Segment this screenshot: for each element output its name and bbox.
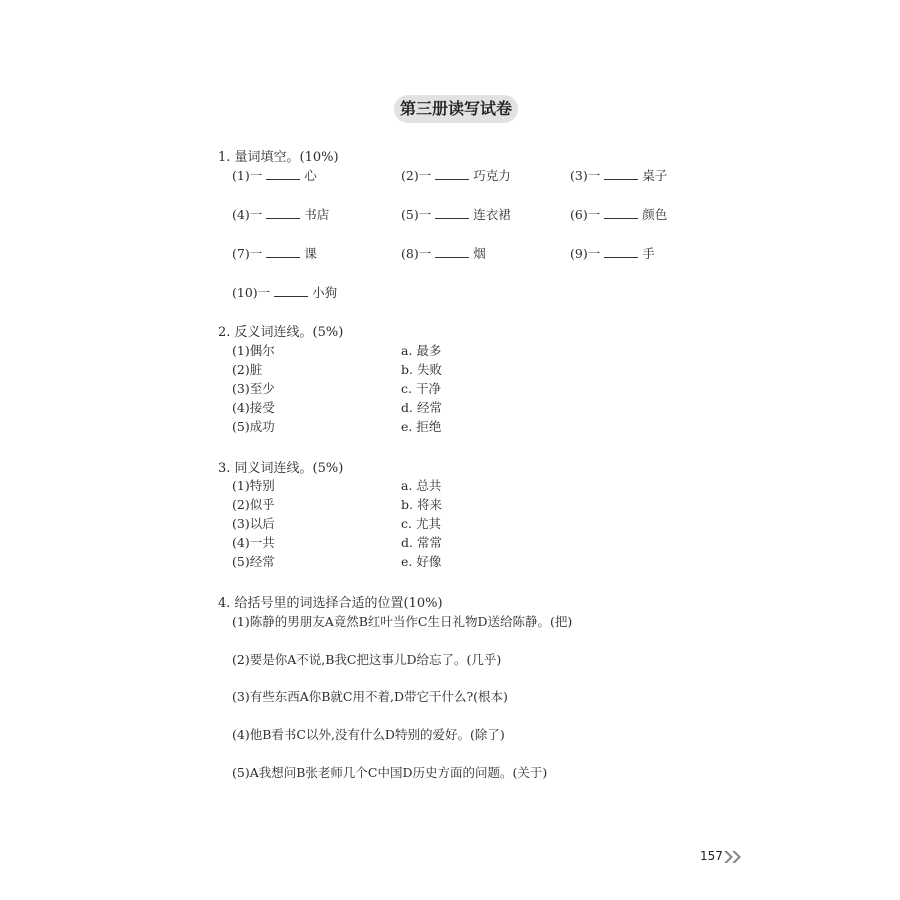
page-title: 第三册读写试卷	[394, 95, 518, 123]
synonym-right-item: e. 好像	[401, 554, 442, 569]
section2-heading: 2. 反义词连线。(5%)	[218, 325, 344, 340]
item-word: 连衣裙	[473, 207, 511, 222]
antonym-left-item: (2)脏	[232, 362, 263, 377]
antonym-left-item: (5)成功	[232, 419, 275, 434]
answer-blank[interactable]	[266, 167, 300, 180]
answer-blank[interactable]	[435, 206, 469, 219]
answer-blank[interactable]	[435, 167, 469, 180]
placement-question: (2)要是你A不说,B我C把这事儿D给忘了。(几乎)	[232, 652, 502, 667]
answer-blank[interactable]	[266, 206, 300, 219]
item-word: 课	[304, 246, 317, 261]
item-number: (5)一	[401, 207, 432, 222]
item-word: 心	[304, 168, 317, 183]
antonym-right-item: d. 经常	[401, 400, 442, 415]
item-word: 巧克力	[473, 168, 511, 183]
item-word: 小狗	[312, 285, 338, 300]
synonym-right-item: b. 将来	[401, 497, 442, 512]
synonym-right-item: d. 常常	[401, 535, 442, 550]
item-word: 颜色	[642, 207, 668, 222]
item-number: (3)一	[570, 168, 601, 183]
antonym-right-item: c. 干净	[401, 381, 441, 396]
answer-blank[interactable]	[435, 245, 469, 258]
item-number: (4)一	[232, 207, 263, 222]
item-word: 烟	[473, 246, 486, 261]
antonym-left-item: (4)接受	[232, 400, 275, 415]
blank-item-9	[570, 244, 655, 262]
blank-item-2	[401, 166, 511, 184]
antonym-right-item: a. 最多	[401, 343, 442, 358]
synonym-right-item: a. 总共	[401, 478, 442, 493]
synonym-right-item: c. 尤其	[401, 516, 441, 531]
answer-blank[interactable]	[604, 167, 638, 180]
page-number: 157	[700, 849, 723, 863]
section4-heading: 4. 给括号里的词选择合适的位置(10%)	[218, 596, 443, 611]
item-number: (8)一	[401, 246, 432, 261]
synonym-left-item: (3)以后	[232, 516, 275, 531]
item-number: (9)一	[570, 246, 601, 261]
item-word: 手	[642, 246, 655, 261]
section1-heading: 1. 量词填空。(10%)	[218, 150, 339, 165]
item-number: (1)一	[232, 168, 263, 183]
blank-item-7	[232, 244, 317, 262]
placement-question: (1)陈静的男朋友A竟然B红叶当作C生日礼物D送给陈静。(把)	[232, 614, 573, 629]
blank-item-1	[232, 166, 317, 184]
item-word: 书店	[304, 207, 330, 222]
section3-heading: 3. 同义词连线。(5%)	[218, 461, 344, 476]
placement-question: (3)有些东西A你B就C用不着,D带它干什么?(根本)	[232, 689, 508, 704]
blank-item-5	[401, 205, 511, 223]
blank-item-8	[401, 244, 486, 262]
synonym-left-item: (4)一共	[232, 535, 275, 550]
blank-item-10	[232, 283, 337, 301]
antonym-right-item: b. 失败	[401, 362, 442, 377]
synonym-left-item: (1)特别	[232, 478, 275, 493]
item-word: 桌子	[642, 168, 668, 183]
double-chevron-right-icon	[723, 849, 743, 868]
placement-question: (4)他B看书C以外,没有什么D特别的爱好。(除了)	[232, 727, 505, 742]
item-number: (2)一	[401, 168, 432, 183]
answer-blank[interactable]	[274, 284, 308, 297]
item-number: (6)一	[570, 207, 601, 222]
blank-item-4	[232, 205, 329, 223]
blank-item-3	[570, 166, 667, 184]
antonym-left-item: (1)偶尔	[232, 343, 275, 358]
placement-question: (5)A我想问B张老师几个C中国D历史方面的问题。(关于)	[232, 765, 548, 780]
synonym-left-item: (2)似乎	[232, 497, 275, 512]
antonym-left-item: (3)至少	[232, 381, 275, 396]
blank-item-6	[570, 205, 667, 223]
antonym-right-item: e. 拒绝	[401, 419, 442, 434]
answer-blank[interactable]	[604, 206, 638, 219]
synonym-left-item: (5)经常	[232, 554, 275, 569]
answer-blank[interactable]	[266, 245, 300, 258]
item-number: (10)一	[232, 285, 271, 300]
item-number: (7)一	[232, 246, 263, 261]
answer-blank[interactable]	[604, 245, 638, 258]
